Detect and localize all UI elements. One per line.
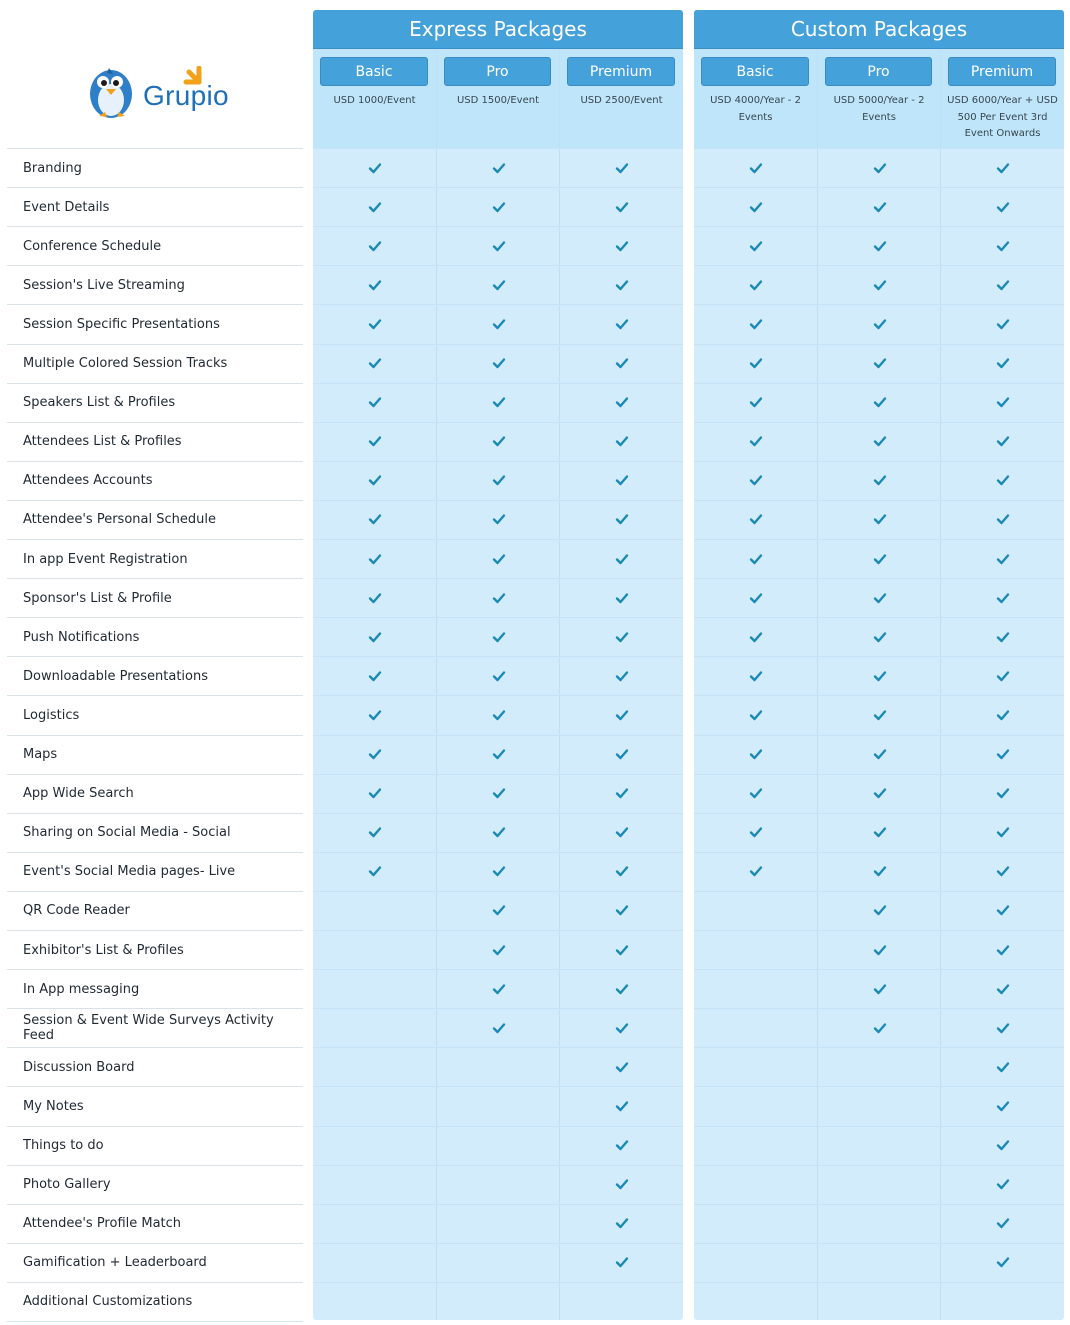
check-icon: [749, 865, 763, 877]
check-icon: [749, 592, 763, 604]
feature-row: [7, 500, 303, 539]
row-divider: [313, 304, 683, 305]
plan-price: USD 5000/Year - 2 Events: [833, 95, 925, 123]
check-icon: [996, 396, 1010, 408]
feature-row: [7, 578, 303, 617]
check-icon: [492, 748, 506, 760]
check-icon: [615, 1178, 629, 1190]
row-divider: [313, 187, 683, 188]
feature-label: QR Code Reader: [23, 903, 130, 919]
check-icon: [615, 826, 629, 838]
check-icon: [615, 1022, 629, 1034]
check-icon: [615, 553, 629, 565]
check-icon: [873, 826, 887, 838]
feature-list-end-divider: [7, 1321, 303, 1322]
row-divider: [694, 226, 1064, 227]
row-divider: [694, 148, 1064, 149]
check-icon: [492, 904, 506, 916]
plan-price: USD 6000/Year + USD 500 Per Event 3rd Event Onwards: [947, 95, 1058, 139]
row-divider: [313, 344, 683, 345]
custom-packages-title: Custom Packages: [694, 10, 1064, 49]
check-icon: [873, 513, 887, 525]
row-divider: [694, 265, 1064, 266]
row-divider: [694, 1204, 1064, 1205]
check-icon: [368, 162, 382, 174]
row-divider: [694, 187, 1064, 188]
bird-logo-icon: [85, 62, 145, 122]
check-icon: [492, 435, 506, 447]
check-icon: [368, 396, 382, 408]
check-icon: [873, 1022, 887, 1034]
plan-column-pro: [436, 49, 559, 1320]
check-icon: [492, 513, 506, 525]
plan-premium-button[interactable]: Premium: [567, 57, 675, 86]
check-icon: [749, 201, 763, 213]
check-icon: [492, 474, 506, 486]
check-icon: [749, 553, 763, 565]
feature-label: Attendee's Profile Match: [23, 1216, 182, 1232]
check-icon: [749, 435, 763, 447]
row-divider: [694, 461, 1064, 462]
row-divider: [694, 930, 1064, 931]
feature-label: Session & Event Wide Surveys Activity Feed: [23, 1013, 274, 1044]
check-icon: [996, 553, 1010, 565]
check-icon: [368, 865, 382, 877]
check-icon: [615, 435, 629, 447]
check-icon: [996, 513, 1010, 525]
row-divider: [313, 891, 683, 892]
check-icon: [615, 1100, 629, 1112]
plan-price: USD 2500/Event: [580, 95, 663, 106]
feature-row: [7, 1008, 303, 1047]
plan-price: USD 1500/Event: [456, 95, 539, 106]
feature-row: [7, 304, 303, 343]
check-icon: [996, 592, 1010, 604]
feature-label: In app Event Registration: [23, 551, 188, 567]
row-divider: [313, 500, 683, 501]
row-divider: [694, 304, 1064, 305]
row-divider: [313, 930, 683, 931]
row-divider: [313, 461, 683, 462]
check-icon: [996, 279, 1010, 291]
check-icon: [615, 1061, 629, 1073]
feature-row: [7, 422, 303, 461]
check-icon: [615, 318, 629, 330]
plan-price: USD 1000/Event: [333, 95, 416, 106]
row-divider: [694, 735, 1064, 736]
check-icon: [749, 279, 763, 291]
check-icon: [873, 944, 887, 956]
row-divider: [313, 265, 683, 266]
feature-label: My Notes: [23, 1098, 84, 1114]
plan-column-premium: [940, 49, 1064, 1320]
plan-price: USD 4000/Year - 2 Events: [710, 95, 801, 123]
plan-premium-button[interactable]: Premium: [948, 57, 1056, 86]
plan-pro-button[interactable]: Pro: [825, 57, 932, 86]
feature-label: Speakers List & Profiles: [23, 395, 176, 411]
check-icon: [615, 787, 629, 799]
check-icon: [873, 318, 887, 330]
check-icon: [996, 1217, 1010, 1229]
custom-packages-panel: [694, 10, 1064, 1320]
feature-label: In App messaging: [23, 981, 140, 997]
check-icon: [996, 357, 1010, 369]
row-divider: [694, 813, 1064, 814]
feature-row: [7, 1204, 303, 1243]
check-icon: [749, 826, 763, 838]
row-divider: [313, 1047, 683, 1048]
check-icon: [368, 357, 382, 369]
check-icon: [873, 357, 887, 369]
check-icon: [996, 865, 1010, 877]
check-icon: [996, 904, 1010, 916]
feature-row: [7, 1126, 303, 1165]
check-icon: [996, 631, 1010, 643]
row-divider: [313, 617, 683, 618]
check-icon: [873, 670, 887, 682]
check-icon: [615, 1139, 629, 1151]
check-icon: [996, 670, 1010, 682]
feature-label: Gamification + Leaderboard: [23, 1255, 207, 1271]
check-icon: [996, 944, 1010, 956]
feature-label: Attendee's Personal Schedule: [23, 512, 216, 528]
check-icon: [873, 474, 887, 486]
row-divider: [694, 969, 1064, 970]
row-divider: [694, 422, 1064, 423]
feature-label: Downloadable Presentations: [23, 668, 208, 684]
check-icon: [996, 826, 1010, 838]
check-icon: [873, 904, 887, 916]
row-divider: [313, 735, 683, 736]
check-icon: [749, 748, 763, 760]
check-icon: [996, 748, 1010, 760]
feature-row: [7, 1282, 303, 1321]
row-divider: [313, 1243, 683, 1244]
feature-label: Push Notifications: [23, 629, 140, 645]
row-divider: [694, 383, 1064, 384]
feature-row: [7, 461, 303, 500]
row-divider: [694, 891, 1064, 892]
row-divider: [313, 695, 683, 696]
check-icon: [996, 709, 1010, 721]
row-divider: [694, 1165, 1064, 1166]
check-icon: [615, 944, 629, 956]
feature-row: [7, 813, 303, 852]
plan-column-premium: [559, 49, 683, 1320]
check-icon: [749, 631, 763, 643]
check-icon: [492, 357, 506, 369]
feature-row: [7, 930, 303, 969]
row-divider: [694, 852, 1064, 853]
feature-label: Event's Social Media pages- Live: [23, 864, 236, 880]
check-icon: [873, 279, 887, 291]
row-divider: [694, 500, 1064, 501]
feature-row: [7, 891, 303, 930]
feature-label: Exhibitor's List & Profiles: [23, 942, 184, 958]
feature-row: [7, 656, 303, 695]
check-icon: [749, 318, 763, 330]
check-icon: [873, 201, 887, 213]
check-icon: [996, 983, 1010, 995]
check-icon: [996, 1061, 1010, 1073]
feature-row: [7, 1086, 303, 1125]
row-divider: [694, 617, 1064, 618]
feature-label: Things to do: [23, 1138, 104, 1154]
feature-label: Photo Gallery: [23, 1177, 111, 1193]
check-icon: [996, 201, 1010, 213]
row-divider: [694, 1126, 1064, 1127]
row-divider: [313, 813, 683, 814]
check-icon: [749, 787, 763, 799]
check-icon: [368, 670, 382, 682]
express-packages-panel: [313, 10, 683, 1320]
feature-row: [7, 1243, 303, 1282]
row-divider: [694, 1243, 1064, 1244]
check-icon: [615, 279, 629, 291]
row-divider: [313, 969, 683, 970]
row-divider: [694, 1047, 1064, 1048]
check-icon: [492, 396, 506, 408]
check-icon: [996, 1178, 1010, 1190]
check-icon: [368, 709, 382, 721]
row-divider: [694, 1008, 1064, 1009]
check-icon: [492, 201, 506, 213]
plan-basic-button[interactable]: Basic: [701, 57, 809, 86]
feature-row: [7, 226, 303, 265]
feature-label: Branding: [23, 160, 82, 176]
feature-column: [7, 10, 303, 1320]
check-icon: [615, 513, 629, 525]
feature-row: [7, 774, 303, 813]
feature-row: [7, 1047, 303, 1086]
check-icon: [996, 435, 1010, 447]
check-icon: [368, 553, 382, 565]
plan-column-basic: [313, 49, 436, 1320]
check-icon: [615, 983, 629, 995]
feature-label: Discussion Board: [23, 1059, 135, 1075]
feature-row: [7, 735, 303, 774]
check-icon: [615, 357, 629, 369]
check-icon: [368, 318, 382, 330]
check-icon: [749, 162, 763, 174]
check-icon: [368, 513, 382, 525]
check-icon: [996, 1256, 1010, 1268]
check-icon: [368, 240, 382, 252]
check-icon: [368, 787, 382, 799]
feature-label: Maps: [23, 747, 58, 763]
check-icon: [873, 435, 887, 447]
row-divider: [313, 1086, 683, 1087]
row-divider: [694, 656, 1064, 657]
check-icon: [873, 553, 887, 565]
plan-column-basic: [694, 49, 817, 1320]
express-packages-title: Express Packages: [313, 10, 683, 49]
check-icon: [615, 748, 629, 760]
row-divider: [313, 1008, 683, 1009]
row-divider: [313, 578, 683, 579]
check-icon: [615, 865, 629, 877]
check-icon: [492, 553, 506, 565]
check-icon: [996, 787, 1010, 799]
row-divider: [313, 383, 683, 384]
row-divider: [313, 774, 683, 775]
check-icon: [368, 748, 382, 760]
check-icon: [368, 435, 382, 447]
check-icon: [996, 1100, 1010, 1112]
feature-row: [7, 148, 303, 187]
check-icon: [996, 474, 1010, 486]
check-icon: [615, 631, 629, 643]
row-divider: [313, 1282, 683, 1283]
feature-label: App Wide Search: [23, 786, 134, 802]
row-divider: [694, 578, 1064, 579]
check-icon: [492, 1022, 506, 1034]
check-icon: [615, 474, 629, 486]
check-icon: [492, 279, 506, 291]
check-icon: [873, 396, 887, 408]
feature-label: Attendees List & Profiles: [23, 434, 182, 450]
check-icon: [368, 474, 382, 486]
feature-label: Conference Schedule: [23, 238, 162, 254]
row-divider: [694, 1086, 1064, 1087]
row-divider: [694, 344, 1064, 345]
check-icon: [368, 592, 382, 604]
check-icon: [492, 592, 506, 604]
feature-row: [7, 265, 303, 304]
plan-basic-button[interactable]: Basic: [320, 57, 428, 86]
check-icon: [492, 826, 506, 838]
row-divider: [313, 656, 683, 657]
row-divider: [313, 1165, 683, 1166]
feature-label: Multiple Colored Session Tracks: [23, 356, 228, 372]
row-divider: [694, 1282, 1064, 1283]
check-icon: [492, 944, 506, 956]
check-icon: [873, 787, 887, 799]
check-icon: [749, 357, 763, 369]
row-divider: [313, 1126, 683, 1127]
check-icon: [873, 631, 887, 643]
check-icon: [615, 904, 629, 916]
check-icon: [873, 592, 887, 604]
feature-label: Session's Live Streaming: [23, 277, 185, 293]
check-icon: [749, 709, 763, 721]
check-icon: [615, 709, 629, 721]
row-divider: [313, 852, 683, 853]
check-icon: [996, 162, 1010, 174]
feature-row: [7, 383, 303, 422]
check-icon: [615, 396, 629, 408]
feature-row: [7, 539, 303, 578]
check-icon: [492, 240, 506, 252]
feature-label: Attendees Accounts: [23, 473, 153, 489]
row-divider: [313, 539, 683, 540]
check-icon: [492, 670, 506, 682]
feature-label: Sponsor's List & Profile: [23, 590, 172, 606]
feature-row: [7, 969, 303, 1008]
feature-row: [7, 1165, 303, 1204]
check-icon: [615, 240, 629, 252]
feature-row: [7, 187, 303, 226]
row-divider: [313, 148, 683, 149]
row-divider: [313, 226, 683, 227]
feature-label: Additional Customizations: [23, 1294, 193, 1310]
check-icon: [749, 396, 763, 408]
check-icon: [615, 201, 629, 213]
brand-name: Grupio: [143, 80, 229, 111]
check-icon: [492, 162, 506, 174]
plan-pro-button[interactable]: Pro: [444, 57, 551, 86]
check-icon: [615, 592, 629, 604]
feature-label: Logistics: [23, 707, 80, 723]
check-icon: [873, 748, 887, 760]
grupio-logo: [85, 58, 235, 124]
feature-row: [7, 617, 303, 656]
check-icon: [492, 983, 506, 995]
check-icon: [873, 709, 887, 721]
check-icon: [873, 240, 887, 252]
row-divider: [694, 695, 1064, 696]
feature-row: [7, 695, 303, 734]
check-icon: [615, 162, 629, 174]
check-icon: [749, 474, 763, 486]
feature-label: Sharing on Social Media - Social: [23, 825, 231, 841]
feature-row: [7, 344, 303, 383]
check-icon: [615, 670, 629, 682]
check-icon: [615, 1256, 629, 1268]
check-icon: [492, 787, 506, 799]
row-divider: [694, 774, 1064, 775]
check-icon: [492, 709, 506, 721]
check-icon: [749, 670, 763, 682]
check-icon: [749, 240, 763, 252]
check-icon: [368, 201, 382, 213]
check-icon: [996, 1139, 1010, 1151]
plan-column-pro: [817, 49, 940, 1320]
row-divider: [694, 539, 1064, 540]
check-icon: [873, 983, 887, 995]
check-icon: [492, 318, 506, 330]
feature-label: Session Specific Presentations: [23, 316, 220, 332]
feature-label: Event Details: [23, 199, 110, 215]
check-icon: [873, 865, 887, 877]
check-icon: [749, 513, 763, 525]
check-icon: [996, 240, 1010, 252]
check-icon: [368, 279, 382, 291]
row-divider: [313, 422, 683, 423]
check-icon: [615, 1217, 629, 1229]
check-icon: [996, 318, 1010, 330]
check-icon: [492, 631, 506, 643]
feature-row: [7, 852, 303, 891]
row-divider: [313, 1204, 683, 1205]
check-icon: [368, 826, 382, 838]
check-icon: [996, 1022, 1010, 1034]
check-icon: [368, 631, 382, 643]
check-icon: [492, 865, 506, 877]
check-icon: [873, 162, 887, 174]
